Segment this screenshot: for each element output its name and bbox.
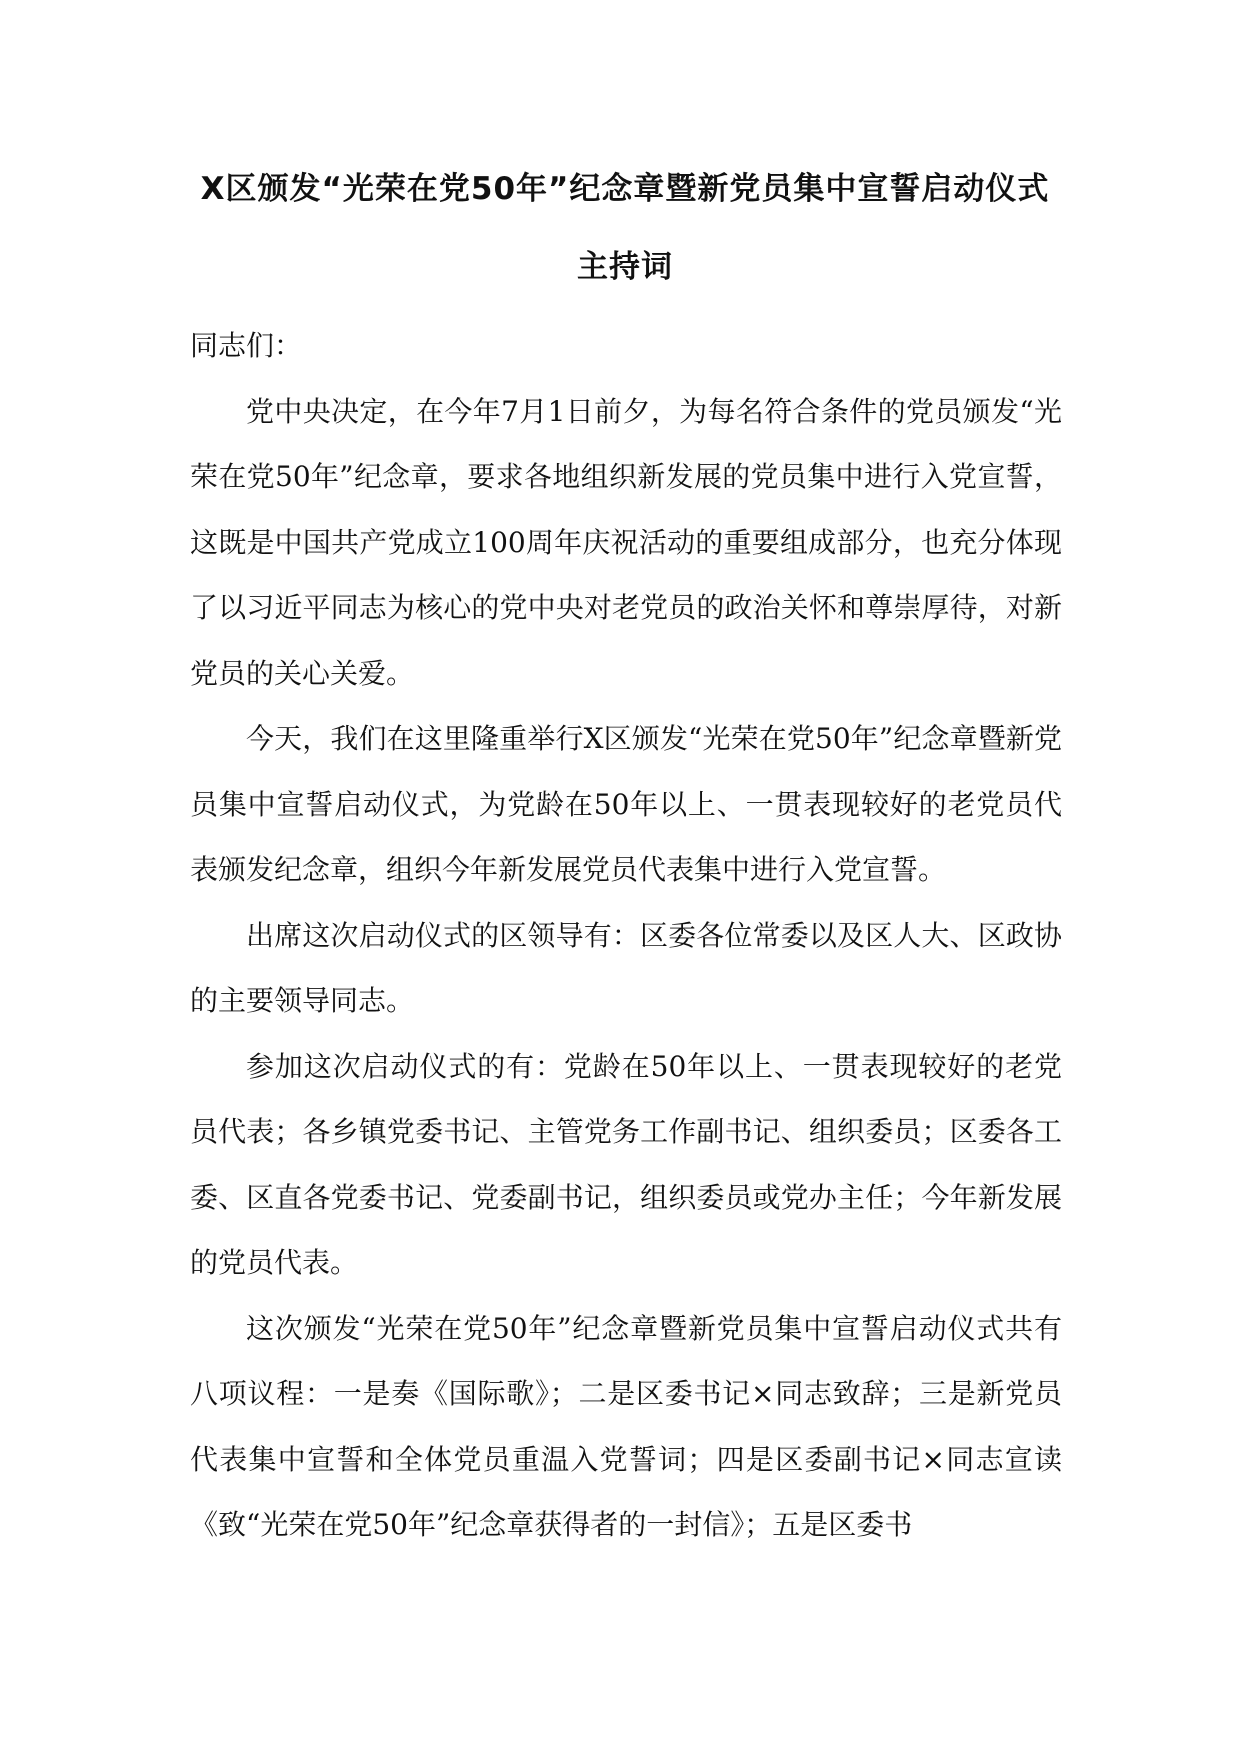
document-title: X区颁发“光荣在党50年”纪念章暨新党员集中宣誓启动仪式主持词 <box>200 171 1050 285</box>
paragraph-5: 这次颁发“光荣在党50年”纪念章暨新党员集中宣誓启动仪式共有八项议程：一是奏《国际歌》；二是区委书记×同志致辞；三是新党员代表集中宣誓和全体党员重温入党誓词；四是区委副书记×同志宣读《致“光荣在党50年”纪念章获得者的一封信》；五是区委书 <box>190 1311 1062 1541</box>
salutation: 同志们： <box>190 329 303 362</box>
document-body <box>190 313 1062 1558</box>
paragraph-1: 党中央决定，在今年7月1日前夕，为每名符合条件的党员颁发“光荣在党50年”纪念章，要求各地组织新发展的党员集中进行入党宣誓，这既是中国共产党成立100周年庆祝活动的重要组成部分，也充分体现了以习近平同志为核心的党中央对老党员的政治关怀和尊崇厚待，对新党员的关心关爱。 <box>190 394 1062 690</box>
paragraph-4: 参加这次启动仪式的有：党龄在50年以上、一贯表现较好的老党员代表；各乡镇党委书记、主管党务工作副书记、组织委员；区委各工委、区直各党委书记、党委副书记，组织委员或党办主任；今年新发展的党员代表。 <box>190 1049 1062 1279</box>
paragraph-2: 今天，我们在这里隆重举行X区颁发“光荣在党50年”纪念章暨新党员集中宣誓启动仪式，为党龄在50年以上、一贯表现较好的老党员代表颁发纪念章，组织今年新发展党员代表集中进行入党宣誓。 <box>190 722 1062 886</box>
paragraph-3: 出席这次启动仪式的区领导有：区委各位常委以及区人大、区政协的主要领导同志。 <box>190 918 1062 1017</box>
